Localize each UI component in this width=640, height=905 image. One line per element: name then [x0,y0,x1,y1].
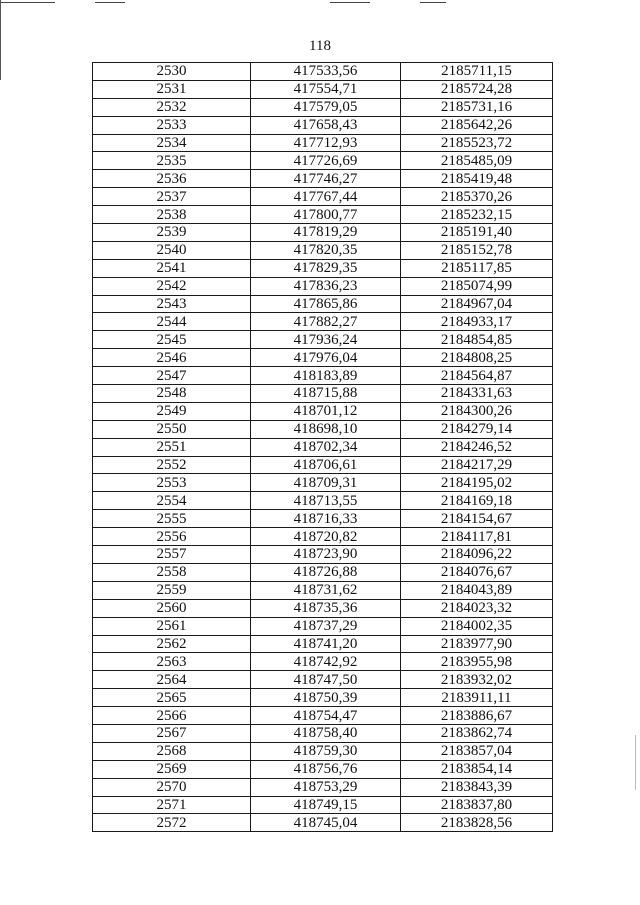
coordinates-table [92,62,553,832]
x-coordinate-cell: 418698,10 [251,420,401,438]
table-row [93,420,553,438]
point-number-cell: 2549 [93,402,251,420]
x-coordinate-cell: 417554,71 [251,80,401,98]
x-coordinate-cell: 418726,88 [251,563,401,581]
x-coordinate-cell: 417829,35 [251,259,401,277]
table-row [93,778,553,796]
x-coordinate-cell: 418735,36 [251,599,401,617]
x-coordinate-cell: 418756,76 [251,760,401,778]
point-number-cell: 2544 [93,313,251,331]
x-coordinate-cell: 417712,93 [251,134,401,152]
point-number-cell: 2550 [93,420,251,438]
y-coordinate-cell: 2184564,87 [401,367,553,385]
x-coordinate-cell: 418745,04 [251,814,401,832]
x-coordinate-cell: 418737,29 [251,617,401,635]
y-coordinate-cell: 2183955,98 [401,653,553,671]
table-row [93,134,553,152]
point-number-cell: 2539 [93,224,251,242]
table-row [93,116,553,134]
y-coordinate-cell: 2184154,67 [401,510,553,528]
x-coordinate-cell: 418749,15 [251,796,401,814]
table-row [93,563,553,581]
table-row [93,671,553,689]
x-coordinate-cell: 418741,20 [251,635,401,653]
y-coordinate-cell: 2184854,85 [401,331,553,349]
point-number-cell: 2553 [93,474,251,492]
table-row [93,492,553,510]
table-row [93,402,553,420]
table-row [93,653,553,671]
y-coordinate-cell: 2185152,78 [401,241,553,259]
y-coordinate-cell: 2184023,32 [401,599,553,617]
y-coordinate-cell: 2183828,56 [401,814,553,832]
point-number-cell: 2557 [93,546,251,564]
y-coordinate-cell: 2183854,14 [401,760,553,778]
point-number-cell: 2532 [93,98,251,116]
y-coordinate-cell: 2184933,17 [401,313,553,331]
y-coordinate-cell: 2185117,85 [401,259,553,277]
table-row [93,742,553,760]
point-number-cell: 2543 [93,295,251,313]
x-coordinate-cell: 417882,27 [251,313,401,331]
point-number-cell: 2567 [93,724,251,742]
table-row [93,241,553,259]
x-coordinate-cell: 418747,50 [251,671,401,689]
y-coordinate-cell: 2184043,89 [401,581,553,599]
y-coordinate-cell: 2184195,02 [401,474,553,492]
table-row [93,617,553,635]
table-row [93,331,553,349]
point-number-cell: 2541 [93,259,251,277]
table-row [93,224,553,242]
y-coordinate-cell: 2183837,80 [401,796,553,814]
x-coordinate-cell: 418723,90 [251,546,401,564]
y-coordinate-cell: 2183977,90 [401,635,553,653]
point-number-cell: 2545 [93,331,251,349]
y-coordinate-cell: 2184300,26 [401,402,553,420]
x-coordinate-cell: 418183,89 [251,367,401,385]
y-coordinate-cell: 2185485,09 [401,152,553,170]
x-coordinate-cell: 418742,92 [251,653,401,671]
y-coordinate-cell: 2184246,52 [401,438,553,456]
table-row [93,796,553,814]
table-row [93,599,553,617]
x-coordinate-cell: 417746,27 [251,170,401,188]
y-coordinate-cell: 2185419,48 [401,170,553,188]
y-coordinate-cell: 2184279,14 [401,420,553,438]
x-coordinate-cell: 418750,39 [251,689,401,707]
point-number-cell: 2562 [93,635,251,653]
point-number-cell: 2556 [93,528,251,546]
y-coordinate-cell: 2185523,72 [401,134,553,152]
y-coordinate-cell: 2183932,02 [401,671,553,689]
x-coordinate-cell: 417820,35 [251,241,401,259]
x-coordinate-cell: 418706,61 [251,456,401,474]
x-coordinate-cell: 417936,24 [251,331,401,349]
y-coordinate-cell: 2184808,25 [401,349,553,367]
x-coordinate-cell: 418754,47 [251,707,401,725]
table-row [93,474,553,492]
table-row [93,689,553,707]
table-row [93,80,553,98]
table-row [93,259,553,277]
point-number-cell: 2547 [93,367,251,385]
point-number-cell: 2563 [93,653,251,671]
table-row [93,170,553,188]
scan-top-edge [0,0,640,4]
point-number-cell: 2565 [93,689,251,707]
y-coordinate-cell: 2184169,18 [401,492,553,510]
x-coordinate-cell: 418709,31 [251,474,401,492]
scan-edge-segment [95,2,125,3]
margin-scan-mark [635,735,636,790]
point-number-cell: 2531 [93,80,251,98]
table-row [93,313,553,331]
x-coordinate-cell: 418702,34 [251,438,401,456]
table-row [93,98,553,116]
x-coordinate-cell: 418716,33 [251,510,401,528]
table-row [93,456,553,474]
y-coordinate-cell: 2183911,11 [401,689,553,707]
x-coordinate-cell: 418701,12 [251,402,401,420]
point-number-cell: 2555 [93,510,251,528]
coordinates-table-body [93,63,553,832]
table-row [93,349,553,367]
point-number-cell: 2535 [93,152,251,170]
point-number-cell: 2572 [93,814,251,832]
point-number-cell: 2530 [93,63,251,81]
table-row [93,277,553,295]
x-coordinate-cell: 418715,88 [251,385,401,403]
point-number-cell: 2571 [93,796,251,814]
y-coordinate-cell: 2185191,40 [401,224,553,242]
point-number-cell: 2533 [93,116,251,134]
table-row [93,581,553,599]
x-coordinate-cell: 418713,55 [251,492,401,510]
y-coordinate-cell: 2185731,16 [401,98,553,116]
y-coordinate-cell: 2184117,81 [401,528,553,546]
y-coordinate-cell: 2183862,74 [401,724,553,742]
table-row [93,760,553,778]
table-row [93,206,553,224]
table-row [93,385,553,403]
point-number-cell: 2560 [93,599,251,617]
point-number-cell: 2559 [93,581,251,599]
table-row [93,63,553,81]
point-number-cell: 2570 [93,778,251,796]
point-number-cell: 2542 [93,277,251,295]
x-coordinate-cell: 417976,04 [251,349,401,367]
x-coordinate-cell: 417726,69 [251,152,401,170]
y-coordinate-cell: 2184002,35 [401,617,553,635]
x-coordinate-cell: 418758,40 [251,724,401,742]
point-number-cell: 2568 [93,742,251,760]
point-number-cell: 2566 [93,707,251,725]
y-coordinate-cell: 2184096,22 [401,546,553,564]
table-row [93,152,553,170]
scan-edge-segment [420,2,446,3]
x-coordinate-cell: 417579,05 [251,98,401,116]
table-row [93,707,553,725]
point-number-cell: 2538 [93,206,251,224]
y-coordinate-cell: 2184076,67 [401,563,553,581]
scan-edge-segment [330,2,370,3]
table-row [93,295,553,313]
y-coordinate-cell: 2185724,28 [401,80,553,98]
x-coordinate-cell: 418753,29 [251,778,401,796]
table-row [93,724,553,742]
x-coordinate-cell: 417658,43 [251,116,401,134]
point-number-cell: 2548 [93,385,251,403]
table-row [93,367,553,385]
point-number-cell: 2537 [93,188,251,206]
point-number-cell: 2569 [93,760,251,778]
x-coordinate-cell: 418720,82 [251,528,401,546]
table-row [93,635,553,653]
x-coordinate-cell: 418731,62 [251,581,401,599]
x-coordinate-cell: 417819,29 [251,224,401,242]
y-coordinate-cell: 2183843,39 [401,778,553,796]
point-number-cell: 2546 [93,349,251,367]
x-coordinate-cell: 417767,44 [251,188,401,206]
y-coordinate-cell: 2185711,15 [401,63,553,81]
table-row [93,188,553,206]
y-coordinate-cell: 2185232,15 [401,206,553,224]
page-number: 118 [309,38,331,54]
y-coordinate-cell: 2185642,26 [401,116,553,134]
y-coordinate-cell: 2184217,29 [401,456,553,474]
x-coordinate-cell: 418759,30 [251,742,401,760]
x-coordinate-cell: 417865,86 [251,295,401,313]
point-number-cell: 2554 [93,492,251,510]
point-number-cell: 2540 [93,241,251,259]
point-number-cell: 2536 [93,170,251,188]
x-coordinate-cell: 417533,56 [251,63,401,81]
point-number-cell: 2552 [93,456,251,474]
table-row [93,438,553,456]
y-coordinate-cell: 2184967,04 [401,295,553,313]
y-coordinate-cell: 2184331,63 [401,385,553,403]
table-row [93,528,553,546]
point-number-cell: 2561 [93,617,251,635]
scan-edge-segment [0,2,55,3]
x-coordinate-cell: 417836,23 [251,277,401,295]
point-number-cell: 2564 [93,671,251,689]
x-coordinate-cell: 417800,77 [251,206,401,224]
table-row [93,510,553,528]
y-coordinate-cell: 2185370,26 [401,188,553,206]
y-coordinate-cell: 2183857,04 [401,742,553,760]
table-row [93,814,553,832]
table-row [93,546,553,564]
point-number-cell: 2534 [93,134,251,152]
point-number-cell: 2551 [93,438,251,456]
y-coordinate-cell: 2185074,99 [401,277,553,295]
y-coordinate-cell: 2183886,67 [401,707,553,725]
point-number-cell: 2558 [93,563,251,581]
